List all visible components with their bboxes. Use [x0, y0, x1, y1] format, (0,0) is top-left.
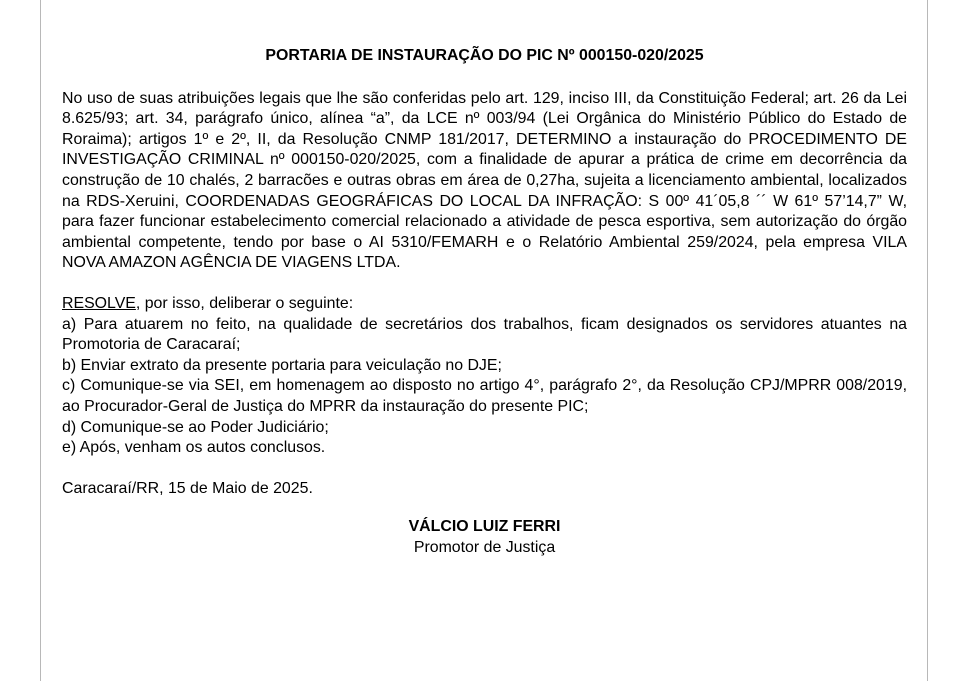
document-title: PORTARIA DE INSTAURAÇÃO DO PIC Nº 000150-020/2025 [265, 47, 704, 64]
page-right-edge [927, 0, 928, 681]
page-left-edge [40, 0, 41, 681]
document-page [62, 46, 907, 558]
date-line: Caracaraí/RR, 15 de Maio de 2025. [62, 479, 313, 497]
list-item-b: b) Enviar extrato da presente portaria para veiculação no DJE; [62, 356, 502, 374]
signature-block [62, 517, 907, 558]
resolve-keyword: RESOLVE [62, 294, 136, 312]
resolve-heading [62, 294, 907, 315]
signatory-role: Promotor de Justiça [413, 538, 556, 556]
list-item-d: d) Comunique-se ao Poder Judiciário; [62, 418, 329, 436]
list-item-a: a) Para atuarem no feito, na qualidade de secretários dos trabalhos, ficam designados os servidores atuantes na Promotoria de Caracaraí; [62, 315, 907, 354]
resolve-rest: , por isso, deliberar o seguinte: [135, 294, 354, 312]
intro-paragraph: No uso de suas atribuições legais que lhe são conferidas pelo art. 129, inciso III, da Constituição Federal; art. 26 da Lei 8.625/93; art. 34, parágrafo único, alínea “a”, da LCE nº 003/94 (Lei Orgânica do Ministério Público do Estado de Roraima); artigos 1º e 2º, II, da Resolução CNMP 181/2017, DETERMINO a instauração do PROCEDIMENTO DE INVESTIGAÇÃO CRIMINAL nº 000150-020/2025, com a finalidade de apurar a prática de crime em decorrência da construção de 10 chalés, 2 barracões e outras obras em área de 0,27ha, sujeita a licenciamento ambiental, localizados na RDS-Xeruini, COORDENADAS GEOGRÁFICAS DO LOCAL DA INFRAÇÃO: S 00º 41´05,8 ´´ W 61º 57’14,7” W, para fazer funcionar estabelecimento comercial relacionado a atividade de pesca esportiva, sem autorização do órgão ambiental competente, tendo por base o AI 5310/FEMARH e o Relatório Ambiental 259/2024, pela empresa VILA NOVA AMAZON AGÊNCIA DE VIAGENS LTDA. [62, 89, 907, 272]
list-item-c: c) Comunique-se via SEI, em homenagem ao disposto no artigo 4°, parágrafo 2°, da Resolução CPJ/MPRR 008/2019, ao Procurador-Geral de Justiça do MPRR da instauração do presente PIC; [62, 377, 907, 415]
list-item-e: e) Após, venham os autos conclusos. [62, 439, 326, 457]
signatory-name: VÁLCIO LUIZ FERRI [408, 518, 561, 536]
